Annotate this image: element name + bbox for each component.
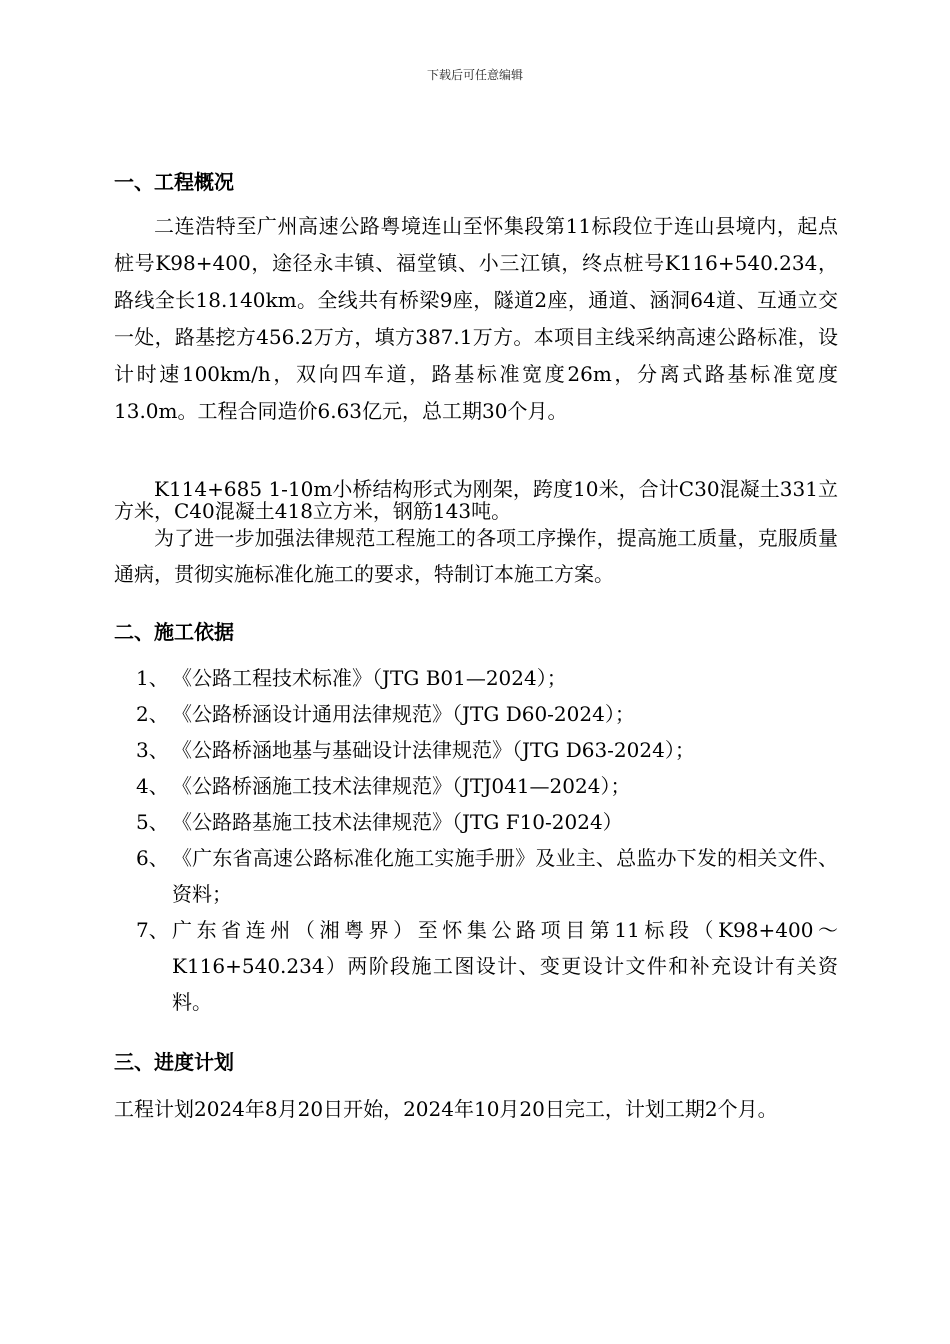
section-3-heading: 三、进度计划 xyxy=(114,1050,234,1074)
reference-item xyxy=(136,732,838,768)
page-header-note: 下载后可任意编辑 xyxy=(426,68,523,82)
reference-number: 5、 xyxy=(136,810,169,834)
reference-number: 2、 xyxy=(136,702,169,726)
reference-item xyxy=(136,912,838,1020)
section-1-bridge-paragraph: K114+685 1-10m小桥结构形式为刚架，跨度10米，合计C30混凝土331立方米，C40混凝土418立方米，钢筋143吨。 xyxy=(114,477,838,523)
section-1-overview-paragraph: 二连浩特至广州高速公路粤境连山至怀集段第11标段位于连山县境内，起点桩号K98+400，途径永丰镇、福堂镇、小三江镇，终点桩号K116+540.234，路线全长18.140km。全线共有桥梁9座，隧道2座，通道、涵洞64道、互通立交一处，路基挖方456.2万方，填方387.1万方。本项目主线采纳高速公路标准，设计时速100km/h，双向四车道，路基标准宽度26m，分离式路基标准宽度13.0m。工程合同造价6.63亿元，总工期30个月。 xyxy=(114,214,838,423)
reference-item xyxy=(136,804,838,840)
reference-item xyxy=(136,696,838,732)
reference-text: 《广东省高速公路标准化施工实施手册》及业主、总监办下发的相关文件、资料； xyxy=(172,846,838,906)
reference-number: 6、 xyxy=(136,846,169,870)
reference-text: 《公路桥涵设计通用法律规范》（JTG D60-2024）； xyxy=(172,702,635,726)
reference-item xyxy=(136,768,838,804)
reference-text: 《公路路基施工技术法律规范》（JTG F10-2024） xyxy=(172,810,623,834)
reference-number: 1、 xyxy=(136,666,169,690)
reference-text: 《公路桥涵地基与基础设计法律规范》（JTG D63-2024）； xyxy=(172,738,695,762)
reference-text: 《公路桥涵施工技术法律规范》（JTJ041—2024）； xyxy=(172,774,631,798)
section-1-purpose-paragraph: 为了进一步加强法律规范工程施工的各项工序操作，提高施工质量，克服质量通病，贯彻实施标准化施工的要求，特制订本施工方案。 xyxy=(114,526,838,586)
reference-item xyxy=(136,660,838,696)
reference-number: 3、 xyxy=(136,738,169,762)
section-1-heading: 一、工程概况 xyxy=(114,170,234,194)
section-2-heading: 二、施工依据 xyxy=(114,620,234,644)
reference-text: 《公路工程技术标准》（JTG B01—2024）； xyxy=(172,666,567,690)
reference-number: 4、 xyxy=(136,774,169,798)
reference-text: 广东省连州（湘粤界）至怀集公路项目第11标段（K98+400～K116+540.234）两阶段施工图设计、变更设计文件和补充设计有关资料。 xyxy=(172,918,838,1014)
section-3-schedule-paragraph: 工程计划2024年8月20日开始，2024年10月20日完工，计划工期2个月。 xyxy=(114,1097,778,1121)
reference-item xyxy=(136,840,838,912)
reference-number: 7、 xyxy=(136,918,169,942)
